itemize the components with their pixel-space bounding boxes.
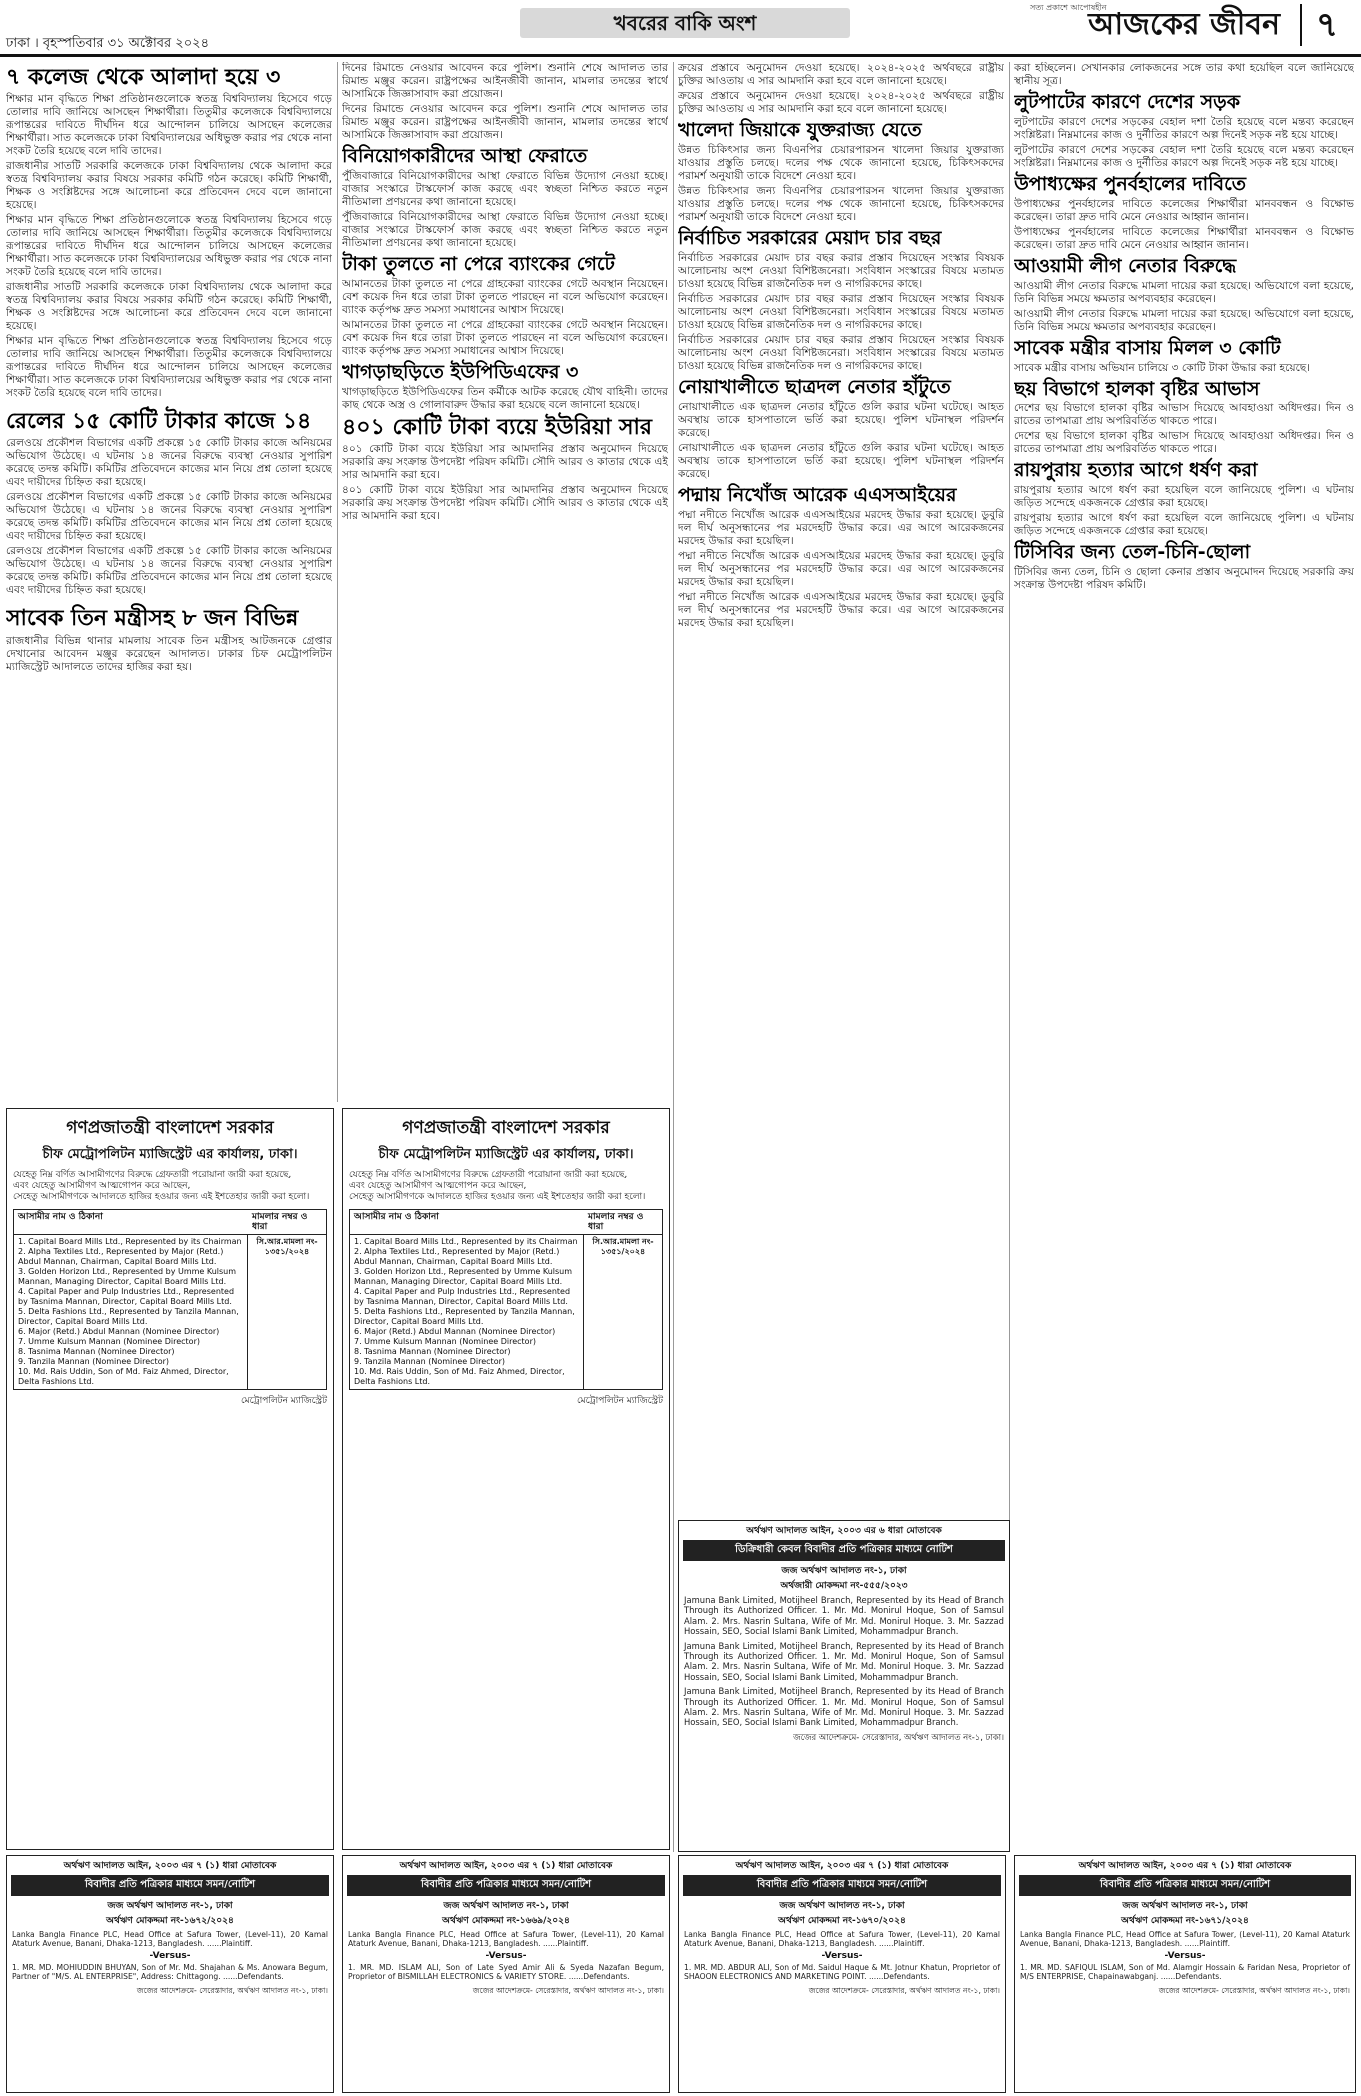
notice-act-line: অর্থঋণ আদালত আইন, ২০০৩ এর ৬ ধারা মোতাবেক (746, 1526, 942, 1536)
ad-line: সেহেতু আসামীগণকে আদালতে হাজির হওয়ার জন্য এই ইশতেহার জারী করা হলো। (349, 1192, 646, 1202)
section-title: খবরের বাকি অংশ (520, 8, 850, 38)
headline: উপাধ্যক্ষের পুনর্বহালের দাবিতে (1014, 172, 1247, 195)
table-row: 9. Tanzila Mannan (Nominee Director) (354, 1357, 505, 1366)
legal-court: জজ অর্থঋণ আদালত নং-১, ঢাকা (107, 1901, 233, 1911)
notice-court: জজ অর্থঋণ আদালত নং-১, ঢাকা (781, 1566, 907, 1576)
legal-banner: বিবাদীর প্রতি পত্রিকার মাধ্যমে সমন/নোটিশ (347, 1875, 665, 1896)
article-text: শিক্ষার মান বৃদ্ধিতে শিক্ষা প্রতিষ্ঠানগুলোকে স্বতন্ত্র বিশ্ববিদ্যালয় হিসেবে গড়ে তোলার দাবি জানিয়ে আসছেন শিক্ষার্থীরা। তিতুমীর কলেজকে বিশ্ববিদ্যালয়ে রূপান্তরের দাবিতে দীর্ঘদিন ধরে আন্দোলন চালিয়ে আসছেন কলেজের শিক্ষার্থীরা। সাত কলেজকে ঢাকা বিশ্ববিদ্যালয়ের অধিভুক্ত করার পর থেকে নানা সংকট তৈরি হয়েছে বলে দাবি তাদের। (6, 93, 332, 158)
logo-tagline: সত্য প্রকাশে আপোষহীন (1030, 3, 1107, 12)
legal-notice-4 (1014, 1855, 1356, 2093)
headline: বিনিয়োগকারীদের আস্থা ফেরাতে (342, 145, 588, 167)
legal-case-number: অর্থঋণ মোকদ্দমা নং-১৬৬৯/২০২৪ (442, 1916, 570, 1926)
article-text: পুঁজিবাজারে বিনিয়োগকারীদের আস্থা ফেরাতে বিভিন্ন উদ্যোগ নেওয়া হচ্ছে। বাজার সংস্কারে টাস্কফোর্স কাজ করছে এবং স্বচ্ছতা নিশ্চিত করতে নতুন নীতিমালা প্রণয়নের কথা জানানো হয়েছে। (342, 169, 668, 208)
legal-footer: জজের আদেশক্রমে- সেরেস্তাদার, অর্থঋণ আদালত নং-১, ঢাকা। (136, 1985, 328, 1995)
notice-footer: জজের আদেশক্রমে- সেরেস্তাদার, অর্থঋণ আদালত নং-১, ঢাকা। (793, 1731, 1004, 1742)
table-header: আসামীর নাম ও ঠিকানা (18, 1212, 103, 1222)
legal-act-line: অর্থঋণ আদালত আইন, ২০০৩ এর ৭ (১) ধারা মোতাবেক (1078, 1861, 1292, 1871)
legal-defendants: 1. MR. MD. ABDUR ALI, Son of Md. Saidul Haque & Mt. Jotnur Khatun, Proprietor of SHAOON ELECTRONICS AND MARKETING POINT. ......Defendants. (684, 1962, 1000, 1982)
ad-line: সেহেতু আসামীগণকে আদালতে হাজির হওয়ার জন্য এই ইশতেহার জারী করা হলো। (13, 1192, 310, 1202)
article-text: আমানতের টাকা তুলতে না পেরে গ্রাহকেরা ব্যাংকের গেটে অবস্থান নিয়েছেন। বেশ কয়েক দিন ধরে তারা টাকা তুলতে পারছেন না বলে অভিযোগ করেছেন। ব্যাংক কর্তৃপক্ষ দ্রুত সমস্যা সমাধানের আশ্বাস দিয়েছে। (342, 318, 668, 357)
legal-banner: বিবাদীর প্রতি পত্রিকার মাধ্যমে সমন/নোটিশ (11, 1875, 329, 1896)
column-3 (678, 62, 1004, 1512)
ad-footer: মেট্রোপলিটন ম্যাজিস্ট্রেট (577, 1396, 663, 1406)
table-row: 3. Golden Horizon Ltd., Represented by Umme Kulsum Mannan, Managing Director, Capital Board Mills Ltd. (18, 1267, 237, 1286)
article-text: নোয়াখালীতে এক ছাত্রদল নেতার হাঁটুতে গুলি করার ঘটনা ঘটেছে। আহত অবস্থায় তাকে হাসপাতালে ভর্তি করা হয়েছে। পুলিশ ঘটনাস্থল পরিদর্শন করেছে। (678, 441, 1004, 480)
legal-plaintiff: Lanka Bangla Finance PLC, Head Office at Safura Tower, (Level-11), 20 Kamal Ataturk Avenue, Banani, Dhaka-1213, Bangladesh. ......Plaintiff. (12, 1930, 328, 1949)
table-header: আসামীর নাম ও ঠিকানা (354, 1212, 439, 1222)
page-header (0, 0, 1361, 57)
notice-text: Jamuna Bank Limited, Motijheel Branch, Represented by its Head of Branch Through its Authorized Officer. 1. Mr. Md. Monirul Hoque, Son of Samsul Alam. 2. Mrs. Nasrin Sultana, Wife of Mr. Md. Monirul Hoque. 3. Mr. Sazzad Hossain, SEO, Social Islami Bank Limited, Mohammadpur Branch. (684, 1595, 1004, 1637)
article-text: উন্নত চিকিৎসার জন্য বিএনপির চেয়ারপারসন খালেদা জিয়ার যুক্তরাজ্য যাওয়ার প্রস্তুতি চলছে। দলের পক্ষ থেকে জানানো হয়েছে, চিকিৎসকদের পরামর্শ অনুযায়ী তাকে বিদেশে নেওয়া হবে। (678, 143, 1004, 182)
table-row: 4. Capital Paper and Pulp Industries Ltd., Represented by Tasnima Mannan, Director, Capital Board Mills Ltd. (354, 1287, 571, 1306)
article-text: রায়পুরায় হত্যার আগে ধর্ষণ করা হয়েছিল বলে জানিয়েছে পুলিশ। এ ঘটনায় জড়িত সন্দেহে একজনকে গ্রেপ্তার করা হয়েছে। (1014, 512, 1354, 538)
article-text: ৪০১ কোটি টাকা ব্যয়ে ইউরিয়া সার আমদানির প্রস্তাব অনুমোদন দিয়েছে সরকারি ক্রয় সংক্রান্ত উপদেষ্টা পরিষদ কমিটি। সৌদি আরব ও কাতার থেকে এই সার আমদানি করা হবে। (342, 483, 668, 522)
article-text: আমানতের টাকা তুলতে না পেরে গ্রাহকেরা ব্যাংকের গেটে অবস্থান নিয়েছেন। বেশ কয়েক দিন ধরে তারা টাকা তুলতে পারছেন না বলে অভিযোগ করেছেন। ব্যাংক কর্তৃপক্ষ দ্রুত সমস্যা সমাধানের আশ্বাস দিয়েছে। (342, 277, 668, 316)
accused-table (349, 1209, 663, 1390)
table-header: মামলার নম্বর ও ধারা (252, 1212, 308, 1232)
article-text: আওয়ামী লীগ নেতার বিরুদ্ধে মামলা দায়ের করা হয়েছে। অভিযোগে বলা হয়েছে, তিনি বিভিন্ন সময়ে ক্ষমতার অপব্যবহার করেছেন। (1014, 279, 1354, 305)
notice-case: অর্থজারী মোকদ্দমা নং-৫৫৫/২০২৩ (780, 1581, 908, 1591)
table-row: 8. Tasnima Mannan (Nominee Director) (18, 1347, 175, 1356)
legal-act-line: অর্থঋণ আদালত আইন, ২০০৩ এর ৭ (১) ধারা মোতাবেক (735, 1861, 949, 1871)
legal-court: জজ অর্থঋণ আদালত নং-১, ঢাকা (443, 1901, 569, 1911)
article-text: রেলওয়ে প্রকৌশল বিভাগের একটি প্রকল্পে ১৫ কোটি টাকার কাজে অনিয়মের অভিযোগ উঠেছে। এ ঘটনায় ১৪ জনের বিরুদ্ধে ব্যবস্থা নেওয়ার সুপারিশ করেছে তদন্ত কমিটি। কমিটির প্রতিবেদনে কাজের মান নিয়ে প্রশ্ন তোলা হয়েছে এবং দায়ীদের চিহ্নিত করা হয়েছে। (6, 545, 332, 597)
article-text: টিসিবির জন্য তেল, চিনি ও ছোলা কেনার প্রস্তাব অনুমোদন দিয়েছে সরকারি ক্রয় সংক্রান্ত উপদেষ্টা পরিষদ কমিটি। (1014, 566, 1354, 592)
headline: ৭ কলেজ থেকে আলাদা হয়ে ৩ (6, 65, 281, 90)
article-text: দিনের রিমান্ডে নেওয়ার আবেদন করে পুলিশ। শুনানি শেষে আদালত তার রিমান্ড মঞ্জুর করেন। রাষ্ট্রপক্ষের আইনজীবী জানান, মামলার তদন্তের স্বার্থে আসামিকে জিজ্ঞাসাবাদ করা প্রয়োজন। (342, 62, 668, 100)
legal-notice-2 (342, 1855, 670, 2093)
table-row: 1. Capital Board Mills Ltd., Represented by its Chairman (354, 1237, 578, 1246)
table-row: 6. Major (Retd.) Abdul Mannan (Nominee Director) (354, 1327, 556, 1336)
article-text: খাগড়াছড়িতে ইউপিডিএফের তিন কর্মীকে আটক করেছে যৌথ বাহিনী। তাদের কাছ থেকে অস্ত্র ও গোলাবারুদ উদ্ধার করা হয়েছে বলে জানানো হয়েছে। (342, 385, 668, 411)
ad-line: যেহেতু নিম্ন বর্ণিত আসামীগণের বিরুদ্ধে গ্রেফতারী পরোয়ানা জারী করা হয়েছে, (349, 1170, 628, 1180)
article-text: লুটপাটের কারণে দেশের সড়কের বেহাল দশা তৈরি হয়েছে বলে মন্তব্য করেছেন সংশ্লিষ্টরা। নিম্নমানের কাজ ও দুর্নীতির কারণে অল্প দিনেই সড়ক নষ্ট হয়ে যাচ্ছে। (1014, 143, 1354, 169)
column-4 (1014, 62, 1354, 1852)
headline: খাগড়াছড়িতে ইউপিডিএফের ৩ (342, 360, 579, 383)
article-text: রাজধানীর সাতটি সরকারি কলেজকে ঢাকা বিশ্ববিদ্যালয় থেকে আলাদা করে স্বতন্ত্র বিশ্ববিদ্যালয় করার বিষয়ে সরকার কমিটি গঠন করেছে। কমিটি শিক্ষার্থী, শিক্ষক ও সংশ্লিষ্টদের সঙ্গে আলোচনা করে প্রতিবেদন দেবে বলে জানানো হয়েছে। (6, 281, 332, 333)
legal-plaintiff: Lanka Bangla Finance PLC, Head Office at Safura Tower, (Level-11), 20 Kamal Ataturk Avenue, Banani, Dhaka-1213, Bangladesh. ......Plaintiff. (348, 1930, 664, 1949)
article-text: রেলওয়ে প্রকৌশল বিভাগের একটি প্রকল্পে ১৫ কোটি টাকার কাজে অনিয়মের অভিযোগ উঠেছে। এ ঘটনায় ১৪ জনের বিরুদ্ধে ব্যবস্থা নেওয়ার সুপারিশ করেছে তদন্ত কমিটি। কমিটির প্রতিবেদনে কাজের মান নিয়ে প্রশ্ন তোলা হয়েছে এবং দায়ীদের চিহ্নিত করা হয়েছে। (6, 437, 332, 489)
article-text: পদ্মা নদীতে নিখোঁজ আরেক এএসআইয়ের মরদেহ উদ্ধার করা হয়েছে। ডুবুরি দল দীর্ঘ অনুসন্ধানের পর মরদেহটি উদ্ধার করে। এর আগে আরেকজনের মরদেহ উদ্ধার করা হয়েছিল। (678, 549, 1004, 588)
case-number: সি.আর.মামলা নং- ১৩৫১/২০২৪ (256, 1237, 318, 1256)
headline: রায়পুরায় হত্যার আগে ধর্ষণ করা (1014, 459, 1258, 482)
article-text: ৪০১ কোটি টাকা ব্যয়ে ইউরিয়া সার আমদানির প্রস্তাব অনুমোদন দিয়েছে সরকারি ক্রয় সংক্রান্ত উপদেষ্টা পরিষদ কমিটি। সৌদি আরব ও কাতার থেকে এই সার আমদানি করা হবে। (342, 442, 668, 481)
bank-notice (678, 1520, 1010, 1852)
table-row: 8. Tasnima Mannan (Nominee Director) (354, 1347, 511, 1356)
table-row: 10. Md. Rais Uddin, Son of Md. Faiz Ahmed, Director, Delta Fashions Ltd. (18, 1367, 229, 1386)
column-1 (6, 62, 332, 1102)
legal-court: জজ অর্থঋণ আদালত নং-১, ঢাকা (1122, 1901, 1248, 1911)
court-ad-right (342, 1108, 670, 1850)
legal-banner: বিবাদীর প্রতি পত্রিকার মাধ্যমে সমন/নোটিশ (683, 1875, 1001, 1896)
article-text: দিনের রিমান্ডে নেওয়ার আবেদন করে পুলিশ। শুনানি শেষে আদালত তার রিমান্ড মঞ্জুর করেন। রাষ্ট্রপক্ষের আইনজীবী জানান, মামলার তদন্তের স্বার্থে আসামিকে জিজ্ঞাসাবাদ করা প্রয়োজন। (342, 103, 668, 141)
headline: রেলের ১৫ কোটি টাকার কাজে ১৪ (6, 409, 312, 435)
headline: টিসিবির জন্য তেল-চিনি-ছোলা (1014, 541, 1251, 564)
table-row: 2. Alpha Textiles Ltd., Represented by Major (Retd.) Abdul Mannan, Chairman, Capital Board Mills Ltd. (18, 1247, 224, 1266)
accused-table (13, 1209, 327, 1390)
headline: নোয়াখালীতে ছাত্রদল নেতার হাঁটুতে (678, 375, 951, 398)
ad-subtitle: চীফ মেট্রোপলিটন ম্যাজিস্ট্রেট এর কার্যালয়, ঢাকা। (42, 1147, 298, 1162)
article-text: ক্রয়ের প্রস্তাবে অনুমোদন দেওয়া হয়েছে। ২০২৪-২০২৫ অর্থবছরে রাষ্ট্রীয় চুক্তির আওতায় এ সার আমদানি করা হবে বলে জানানো হয়েছে। (678, 90, 1004, 115)
page-number: ৭ (1300, 4, 1352, 46)
ad-footer: মেট্রোপলিটন ম্যাজিস্ট্রেট (241, 1396, 327, 1406)
legal-versus: -Versus- (485, 1950, 527, 1961)
legal-banner: বিবাদীর প্রতি পত্রিকার মাধ্যমে সমন/নোটিশ (1019, 1875, 1351, 1896)
table-row: 1. Capital Board Mills Ltd., Represented by its Chairman (18, 1237, 242, 1246)
article-text: পুঁজিবাজারে বিনিয়োগকারীদের আস্থা ফেরাতে বিভিন্ন উদ্যোগ নেওয়া হচ্ছে। বাজার সংস্কারে টাস্কফোর্স কাজ করছে এবং স্বচ্ছতা নিশ্চিত করতে নতুন নীতিমালা প্রণয়নের কথা জানানো হয়েছে। (342, 210, 668, 249)
article-text: শিক্ষার মান বৃদ্ধিতে শিক্ষা প্রতিষ্ঠানগুলোকে স্বতন্ত্র বিশ্ববিদ্যালয় হিসেবে গড়ে তোলার দাবি জানিয়ে আসছেন শিক্ষার্থীরা। তিতুমীর কলেজকে বিশ্ববিদ্যালয়ে রূপান্তরের দাবিতে দীর্ঘদিন ধরে আন্দোলন চালিয়ে আসছেন কলেজের শিক্ষার্থীরা। সাত কলেজকে ঢাকা বিশ্ববিদ্যালয়ের অধিভুক্ত করার পর থেকে নানা সংকট তৈরি হয়েছে বলে দাবি তাদের। (6, 214, 332, 279)
table-row: 7. Umme Kulsum Mannan (Nominee Director) (354, 1337, 536, 1346)
article-text: নির্বাচিত সরকারের মেয়াদ চার বছর করার প্রস্তাব দিয়েছেন সংস্কার বিষয়ক আলোচনায় অংশ নেওয়া বিশিষ্টজনেরা। সংবিধান সংস্কারের বিষয়ে মতামত চাওয়া হয়েছে বিভিন্ন রাজনৈতিক দল ও নাগরিকদের কাছে। (678, 251, 1004, 290)
column-divider (337, 62, 338, 1102)
table-row: 2. Alpha Textiles Ltd., Represented by Major (Retd.) Abdul Mannan, Chairman, Capital Board Mills Ltd. (354, 1247, 560, 1266)
legal-act-line: অর্থঋণ আদালত আইন, ২০০৩ এর ৭ (১) ধারা মোতাবেক (63, 1861, 277, 1871)
legal-versus: -Versus- (149, 1950, 191, 1961)
table-row: 7. Umme Kulsum Mannan (Nominee Director) (18, 1337, 200, 1346)
article-text: রেলওয়ে প্রকৌশল বিভাগের একটি প্রকল্পে ১৫ কোটি টাকার কাজে অনিয়মের অভিযোগ উঠেছে। এ ঘটনায় ১৪ জনের বিরুদ্ধে ব্যবস্থা নেওয়ার সুপারিশ করেছে তদন্ত কমিটি। কমিটির প্রতিবেদনে কাজের মান নিয়ে প্রশ্ন তোলা হয়েছে এবং দায়ীদের চিহ্নিত করা হয়েছে। (6, 491, 332, 543)
ad-subtitle: চীফ মেট্রোপলিটন ম্যাজিস্ট্রেট এর কার্যালয়, ঢাকা। (378, 1147, 634, 1162)
headline: ছয় বিভাগে হালকা বৃষ্টির আভাস (1014, 377, 1260, 400)
article-text: শিক্ষার মান বৃদ্ধিতে শিক্ষা প্রতিষ্ঠানগুলোকে স্বতন্ত্র বিশ্ববিদ্যালয় হিসেবে গড়ে তোলার দাবি জানিয়ে আসছেন শিক্ষার্থীরা। তিতুমীর কলেজকে বিশ্ববিদ্যালয়ে রূপান্তরের দাবিতে দীর্ঘদিন ধরে আন্দোলন চালিয়ে আসছেন কলেজের শিক্ষার্থীরা। সাত কলেজকে ঢাকা বিশ্ববিদ্যালয়ের অধিভুক্ত করার পর থেকে নানা সংকট তৈরি হয়েছে বলে দাবি তাদের। (6, 335, 332, 400)
article-text: আওয়ামী লীগ নেতার বিরুদ্ধে মামলা দায়ের করা হয়েছে। অভিযোগে বলা হয়েছে, তিনি বিভিন্ন সময়ে ক্ষমতার অপব্যবহার করেছেন। (1014, 307, 1354, 333)
table-row: 6. Major (Retd.) Abdul Mannan (Nominee Director) (18, 1327, 220, 1336)
headline: সাবেক তিন মন্ত্রীসহ ৮ জন বিভিন্ন (6, 606, 299, 632)
notice-text: Jamuna Bank Limited, Motijheel Branch, Represented by its Head of Branch Through its Authorized Officer. 1. Mr. Md. Monirul Hoque, Son of Samsul Alam. 2. Mrs. Nasrin Sultana, Wife of Mr. Md. Monirul Hoque. 3. Mr. Sazzad Hossain, SEO, Social Islami Bank Limited, Mohammadpur Branch. (684, 1640, 1004, 1682)
legal-case-number: অর্থঋণ মোকদ্দমা নং-১৬৭২/২০২৪ (106, 1916, 234, 1926)
article-text: করা হচ্ছিলেন। সেখানকার লোকজনের সঙ্গে তার কথা হয়েছিল বলে জানিয়েছে স্থানীয় সূত্র। (1014, 62, 1354, 87)
court-ad-left (6, 1108, 334, 1850)
article-text: রাজধানীর বিভিন্ন থানার মামলায় সাবেক তিন মন্ত্রীসহ আটজনকে গ্রেপ্তার দেখানোর আবেদন মঞ্জুর করেছেন আদালত। ঢাকার চিফ মেট্রোপলিটন ম্যাজিস্ট্রেট আদালতে তাদের হাজির করা হয়। (6, 634, 332, 673)
headline: নির্বাচিত সরকারের মেয়াদ চার বছর (678, 226, 942, 249)
headline: ৪০১ কোটি টাকা ব্যয়ে ইউরিয়া সার (342, 414, 653, 440)
notice-text: Jamuna Bank Limited, Motijheel Branch, Represented by its Head of Branch Through its Authorized Officer. 1. Mr. Md. Monirul Hoque, Son of Samsul Alam. 2. Mrs. Nasrin Sultana, Wife of Mr. Md. Monirul Hoque. 3. Mr. Sazzad Hossain, SEO, Social Islami Bank Limited, Mohammadpur Branch. (684, 1686, 1004, 1728)
article-text: রায়পুরায় হত্যার আগে ধর্ষণ করা হয়েছিল বলে জানিয়েছে পুলিশ। এ ঘটনায় জড়িত সন্দেহে একজনকে গ্রেপ্তার করা হয়েছে। (1014, 484, 1354, 510)
headline: পদ্মায় নিখোঁজ আরেক এএসআইয়ের (678, 483, 957, 506)
headline: লুটপাটের কারণে দেশের সড়ক (1014, 91, 1241, 113)
legal-defendants: 1. MR. MD. ISLAM ALI, Son of Late Syed Amir Ali & Syeda Nazafan Begum, Proprietor of BISMILLAH ELECTRONICS & VARIETY STORE. ......Defendants. (348, 1962, 664, 1982)
headline: আওয়ামী লীগ নেতার বিরুদ্ধে (1014, 254, 1237, 277)
table-row: 3. Golden Horizon Ltd., Represented by Umme Kulsum Mannan, Managing Director, Capital Board Mills Ltd. (354, 1267, 573, 1286)
column-2 (342, 62, 668, 1102)
article-text: নির্বাচিত সরকারের মেয়াদ চার বছর করার প্রস্তাব দিয়েছেন সংস্কার বিষয়ক আলোচনায় অংশ নেওয়া বিশিষ্টজনেরা। সংবিধান সংস্কারের বিষয়ে মতামত চাওয়া হয়েছে বিভিন্ন রাজনৈতিক দল ও নাগরিকদের কাছে। (678, 333, 1004, 372)
article-text: নির্বাচিত সরকারের মেয়াদ চার বছর করার প্রস্তাব দিয়েছেন সংস্কার বিষয়ক আলোচনায় অংশ নেওয়া বিশিষ্টজনেরা। সংবিধান সংস্কারের বিষয়ে মতামত চাওয়া হয়েছে বিভিন্ন রাজনৈতিক দল ও নাগরিকদের কাছে। (678, 292, 1004, 331)
newspaper-logo: আজকের জীবন (1088, 7, 1280, 42)
table-row: 5. Delta Fashions Ltd., Represented by Tanzila Mannan, Director, Capital Board Mills Ltd. (18, 1307, 239, 1326)
ad-title: গণপ্রজাতন্ত্রী বাংলাদেশ সরকার (66, 1118, 274, 1138)
legal-plaintiff: Lanka Bangla Finance PLC, Head Office at Safura Tower, (Level-11), 20 Kamal Ataturk Avenue, Banani, Dhaka-1213, Bangladesh. ......Plaintiff. (684, 1930, 1000, 1949)
ad-line: যেহেতু নিম্ন বর্ণিত আসামীগণের বিরুদ্ধে গ্রেফতারী পরোয়ানা জারী করা হয়েছে, (13, 1170, 292, 1180)
article-text: উন্নত চিকিৎসার জন্য বিএনপির চেয়ারপারসন খালেদা জিয়ার যুক্তরাজ্য যাওয়ার প্রস্তুতি চলছে। দলের পক্ষ থেকে জানানো হয়েছে, চিকিৎসকদের পরামর্শ অনুযায়ী তাকে বিদেশে নেওয়া হবে। (678, 184, 1004, 223)
ad-line: এবং যেহেতু আসামীগণ আত্মগোপন করে আছেন, (349, 1181, 527, 1191)
legal-footer: জজের আদেশক্রমে- সেরেস্তাদার, অর্থঋণ আদালত নং-১, ঢাকা। (1158, 1985, 1350, 1995)
legal-act-line: অর্থঋণ আদালত আইন, ২০০৩ এর ৭ (১) ধারা মোতাবেক (399, 1861, 613, 1871)
legal-notice-3 (678, 1855, 1006, 2093)
ad-line: এবং যেহেতু আসামীগণ আত্মগোপন করে আছেন, (13, 1181, 191, 1191)
notice-banner: ডিক্রিধারী কেবল বিবাদীর প্রতি পত্রিকার মাধ্যমে নোটিশ (683, 1540, 1005, 1561)
table-header: মামলার নম্বর ও ধারা (588, 1212, 644, 1232)
headline: সাবেক মন্ত্রীর বাসায় মিলল ৩ কোটি (1014, 336, 1281, 359)
article-text: নোয়াখালীতে এক ছাত্রদল নেতার হাঁটুতে গুলি করার ঘটনা ঘটেছে। আহত অবস্থায় তাকে হাসপাতালে ভর্তি করা হয়েছে। পুলিশ ঘটনাস্থল পরিদর্শন করেছে। (678, 400, 1004, 439)
legal-notice-1 (6, 1855, 334, 2093)
table-row: 5. Delta Fashions Ltd., Represented by Tanzila Mannan, Director, Capital Board Mills Ltd. (354, 1307, 575, 1326)
legal-defendants: 1. MR. MD. MOHIUDDIN BHUYAN, Son of Mr. Md. Shajahan & Ms. Anowara Begum, Partner of "M/S. AL ENTERPRISE", Address: Chittagong. ......Defendants. (12, 1962, 328, 1982)
date-line: ঢাকা । বৃহস্পতিবার ৩১ অক্টোবর ২০২৪ (6, 36, 210, 51)
table-row: 4. Capital Paper and Pulp Industries Ltd., Represented by Tasnima Mannan, Director, Capital Board Mills Ltd. (18, 1287, 235, 1306)
article-text: পদ্মা নদীতে নিখোঁজ আরেক এএসআইয়ের মরদেহ উদ্ধার করা হয়েছে। ডুবুরি দল দীর্ঘ অনুসন্ধানের পর মরদেহটি উদ্ধার করে। এর আগে আরেকজনের মরদেহ উদ্ধার করা হয়েছিল। (678, 590, 1004, 629)
legal-defendants: 1. MR. MD. SAFIQUL ISLAM, Son of Md. Alamgir Hossain & Faridan Nesa, Proprietor of M/S ENTERPRISE, Chapainawabganj. ......Defendants. (1020, 1962, 1350, 1982)
article-text: উপাধ্যক্ষের পুনর্বহালের দাবিতে কলেজের শিক্ষার্থীরা মানববন্ধন ও বিক্ষোভ করেছেন। তারা দ্রুত দাবি মেনে নেওয়ার আহ্বান জানান। (1014, 197, 1354, 223)
article-text: সাবেক মন্ত্রীর বাসায় অভিযান চালিয়ে ৩ কোটি টাকা উদ্ধার করা হয়েছে। (1014, 361, 1311, 374)
headline: খালেদা জিয়াকে যুক্তরাজ্য যেতে (678, 119, 922, 141)
legal-footer: জজের আদেশক্রমে- সেরেস্তাদার, অর্থঋণ আদালত নং-১, ঢাকা। (808, 1985, 1000, 1995)
legal-case-number: অর্থঋণ মোকদ্দমা নং-১৬৭০/২০২৪ (778, 1916, 906, 1926)
article-text: লুটপাটের কারণে দেশের সড়কের বেহাল দশা তৈরি হয়েছে বলে মন্তব্য করেছেন সংশ্লিষ্টরা। নিম্নমানের কাজ ও দুর্নীতির কারণে অল্প দিনেই সড়ক নষ্ট হয়ে যাচ্ছে। (1014, 115, 1354, 141)
legal-footer: জজের আদেশক্রমে- সেরেস্তাদার, অর্থঋণ আদালত নং-১, ঢাকা। (472, 1985, 664, 1995)
legal-plaintiff: Lanka Bangla Finance PLC, Head Office at Safura Tower, (Level-11), 20 Kamal Ataturk Avenue, Banani, Dhaka-1213, Bangladesh. ......Plaintiff. (1020, 1930, 1350, 1949)
table-row: 9. Tanzila Mannan (Nominee Director) (18, 1357, 169, 1366)
legal-versus: -Versus- (821, 1950, 863, 1961)
legal-court: জজ অর্থঋণ আদালত নং-১, ঢাকা (779, 1901, 905, 1911)
article-text: উপাধ্যক্ষের পুনর্বহালের দাবিতে কলেজের শিক্ষার্থীরা মানববন্ধন ও বিক্ষোভ করেছেন। তারা দ্রুত দাবি মেনে নেওয়ার আহ্বান জানান। (1014, 225, 1354, 251)
case-number: সি.আর.মামলা নং- ১৩৫১/২০২৪ (592, 1237, 654, 1256)
article-text: রাজধানীর সাতটি সরকারি কলেজকে ঢাকা বিশ্ববিদ্যালয় থেকে আলাদা করে স্বতন্ত্র বিশ্ববিদ্যালয় করার বিষয়ে সরকার কমিটি গঠন করেছে। কমিটি শিক্ষার্থী, শিক্ষক ও সংশ্লিষ্টদের সঙ্গে আলোচনা করে প্রতিবেদন দেবে বলে জানানো হয়েছে। (6, 160, 332, 212)
headline: টাকা তুলতে না পেরে ব্যাংকের গেটে (342, 252, 615, 275)
article-text: দেশের ছয় বিভাগে হালকা বৃষ্টির আভাস দিয়েছে আবহাওয়া অধিদপ্তর। দিন ও রাতের তাপমাত্রা প্রায় অপরিবর্তিত থাকতে পারে। (1014, 430, 1354, 456)
ad-title: গণপ্রজাতন্ত্রী বাংলাদেশ সরকার (402, 1118, 610, 1138)
legal-case-number: অর্থঋণ মোকদ্দমা নং-১৬৭১/২০২৪ (1121, 1916, 1249, 1926)
article-text: দেশের ছয় বিভাগে হালকা বৃষ্টির আভাস দিয়েছে আবহাওয়া অধিদপ্তর। দিন ও রাতের তাপমাত্রা প্রায় অপরিবর্তিত থাকতে পারে। (1014, 402, 1354, 428)
column-divider (673, 62, 674, 1852)
article-text: ক্রয়ের প্রস্তাবে অনুমোদন দেওয়া হয়েছে। ২০২৪-২০২৫ অর্থবছরে রাষ্ট্রীয় চুক্তির আওতায় এ সার আমদানি করা হবে বলে জানানো হয়েছে। (678, 62, 1004, 87)
table-row: 10. Md. Rais Uddin, Son of Md. Faiz Ahmed, Director, Delta Fashions Ltd. (354, 1367, 565, 1386)
article-text: পদ্মা নদীতে নিখোঁজ আরেক এএসআইয়ের মরদেহ উদ্ধার করা হয়েছে। ডুবুরি দল দীর্ঘ অনুসন্ধানের পর মরদেহটি উদ্ধার করে। এর আগে আরেকজনের মরদেহ উদ্ধার করা হয়েছিল। (678, 508, 1004, 547)
legal-versus: -Versus- (1164, 1950, 1206, 1961)
